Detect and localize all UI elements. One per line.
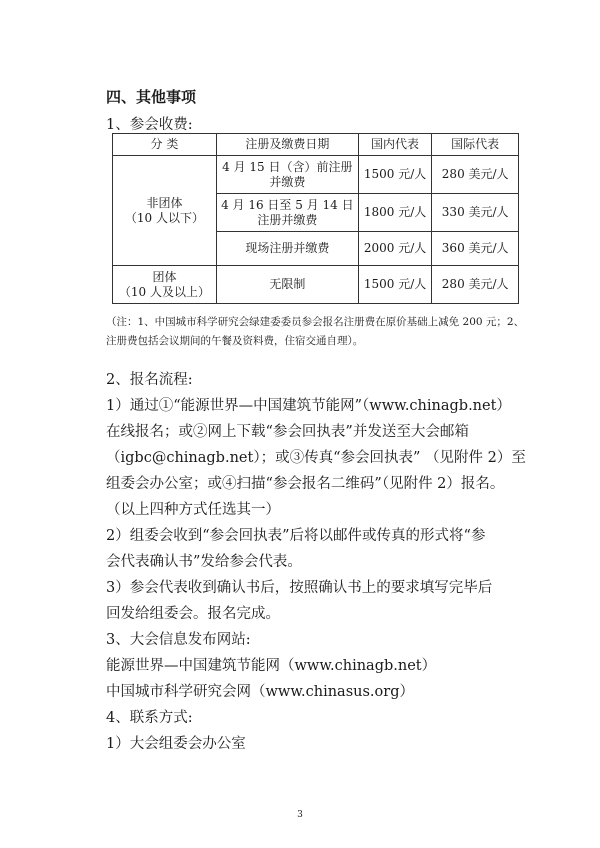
fee-table (112, 133, 519, 304)
table-row (113, 156, 519, 194)
registration-heading: 2、报名流程: (106, 372, 193, 388)
body-line: （以上四种方式任选其一） (106, 502, 280, 518)
domestic-fee: 1800 元/人 (358, 194, 432, 232)
international-fee: 280 美元/人 (432, 266, 519, 304)
date-cell: 无限制 (216, 266, 358, 304)
domestic-fee: 1500 元/人 (358, 156, 432, 194)
date-cell: 4 月 16 日至 5 月 14 日注册并缴费 (216, 194, 358, 232)
body-line: 2）组委会收到“参会回执表”后将以邮件或传真的形式将“参 (106, 528, 486, 544)
header-domestic: 国内代表 (358, 134, 432, 156)
body-line: 会代表确认书”发给参会代表。 (106, 554, 302, 570)
body-line: （igbc@chinagb.net）；或③传真“参会回执表” （见附件 2）至 (106, 450, 526, 466)
body-line: 回发给组委会。报名完成。 (106, 606, 280, 622)
website-heading: 3、大会信息发布网站: (106, 632, 251, 648)
header-international: 国际代表 (432, 134, 519, 156)
international-fee: 360 美元/人 (432, 232, 519, 266)
international-fee: 280 美元/人 (432, 156, 519, 194)
date-cell: 现场注册并缴费 (216, 232, 358, 266)
body-line: 1）大会组委会办公室 (106, 736, 246, 752)
fees-title: 1、参会收费: (106, 117, 193, 133)
contact-heading: 4、联系方式: (106, 710, 193, 726)
international-fee: 330 美元/人 (432, 194, 519, 232)
page-number: 3 (297, 810, 303, 820)
table-header-row (113, 134, 519, 156)
table-row (113, 266, 519, 304)
domestic-fee: 1500 元/人 (358, 266, 432, 304)
website-line: 中国城市科学研究会网（www.chinasus.org） (106, 684, 414, 700)
section-heading: 四、其他事项 (106, 88, 197, 106)
fee-note: （注：1、中国城市科学研究会绿建委委员参会报名注册费在原价基础上减免 200 元；2、注册费包括会议期间的午餐及资料费，住宿交通自理）。 (106, 316, 525, 347)
body-line: 1）通过①“能源世界—中国建筑节能网”（www.chinagb.net） (106, 398, 511, 414)
body-line: 3）参会代表收到确认书后，按照确认书上的要求填写完毕后 (106, 580, 493, 596)
domestic-fee: 2000 元/人 (358, 232, 432, 266)
non-group-label: 非团体 （10 人以下） (113, 156, 217, 266)
header-category: 分 类 (113, 134, 217, 156)
body-line: 在线报名；或②网上下载“参会回执表”并发送至大会邮箱 (106, 424, 469, 440)
date-cell: 4 月 15 日（含）前注册并缴费 (216, 156, 358, 194)
group-label: 团体 （10 人及以上） (113, 266, 217, 304)
body-line: 组委会办公室；或④扫描“参会报名二维码”（见附件 2）报名。 (106, 476, 505, 492)
header-date: 注册及缴费日期 (216, 134, 358, 156)
website-line: 能源世界—中国建筑节能网（www.chinagb.net） (106, 658, 437, 674)
